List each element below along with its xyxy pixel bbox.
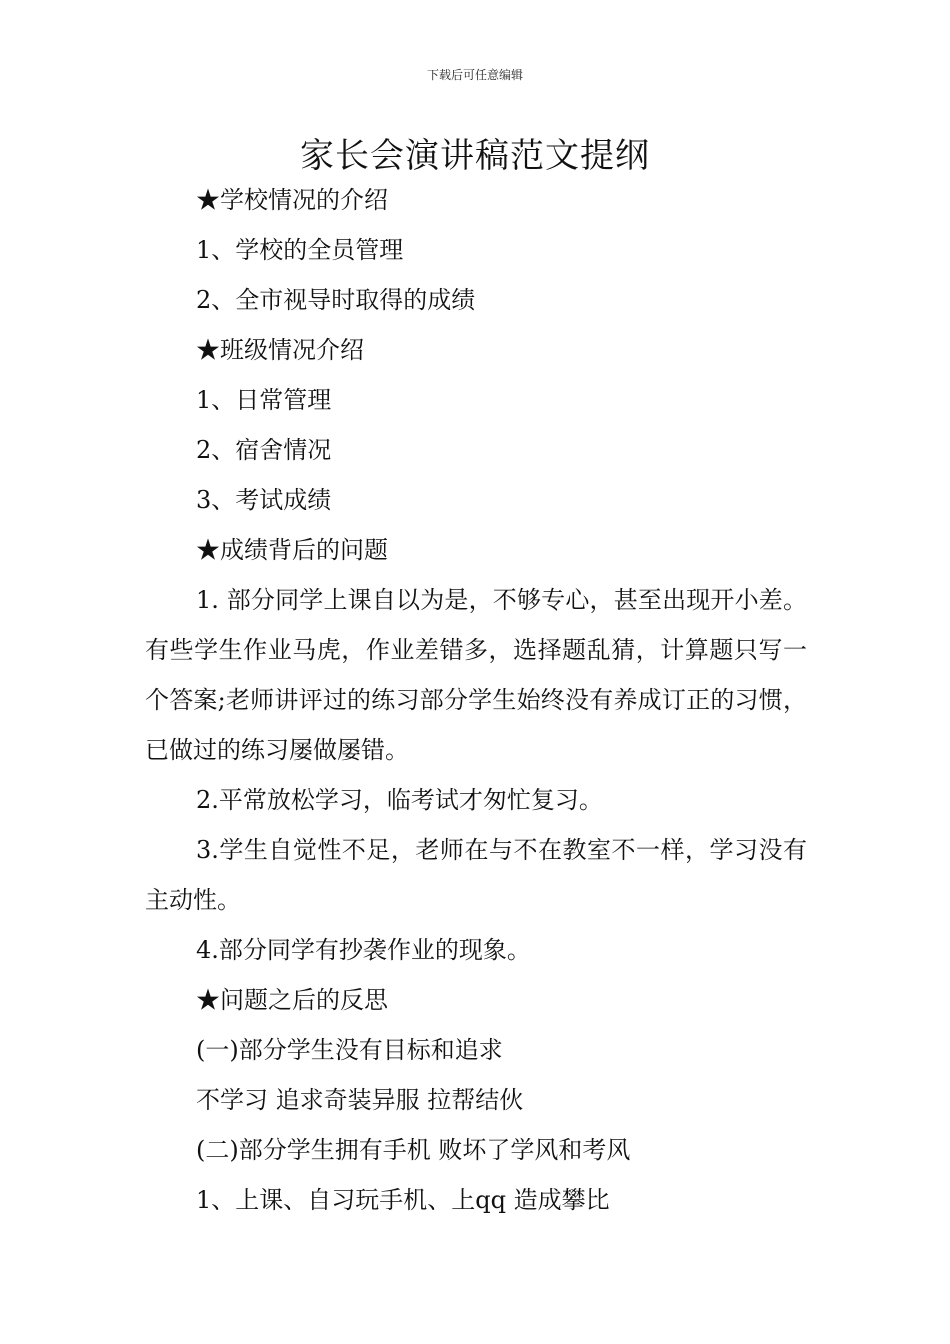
list-item: 1、学校的全员管理 — [196, 236, 404, 264]
section-heading-reflection: ★问题之后的反思 — [196, 986, 388, 1014]
section-heading-problems: ★成绩背后的问题 — [196, 536, 388, 564]
problem-paragraph: 2.平常放松学习，临考试才匆忙复习。 — [196, 786, 603, 814]
subheading: (二)部分学生拥有手机 败坏了学风和考风 — [196, 1136, 631, 1164]
subheading: (一)部分学生没有目标和追求 — [196, 1036, 503, 1064]
document-title: 家长会演讲稿范文提纲 — [300, 136, 650, 176]
document-body — [145, 175, 807, 1225]
section-heading-class: ★班级情况介绍 — [196, 336, 364, 364]
detail-line: 不学习 追求奇装异服 拉帮结伙 — [196, 1086, 524, 1114]
list-item: 1、上课、自习玩手机、上qq 造成攀比 — [196, 1186, 610, 1214]
problem-paragraph: 3.学生自觉性不足，老师在与不在教室不一样，学习没有主动性。 — [145, 836, 807, 914]
header-note: 下载后可任意编辑 — [426, 68, 523, 82]
problem-paragraph: 4.部分同学有抄袭作业的现象。 — [196, 936, 531, 964]
section-heading-school: ★学校情况的介绍 — [196, 186, 388, 214]
list-item: 1、日常管理 — [196, 386, 332, 414]
problem-paragraph: 1. 部分同学上课自以为是，不够专心，甚至出现开小差。有些学生作业马虎，作业差错多，选择题乱猜，计算题只写一个答案;老师讲评过的练习部分学生始终没有养成订正的习惯，已做过的练习屡做屡错。 — [145, 586, 807, 764]
list-item: 3、考试成绩 — [196, 486, 332, 514]
list-item: 2、全市视导时取得的成绩 — [196, 286, 476, 314]
list-item: 2、宿舍情况 — [196, 436, 332, 464]
